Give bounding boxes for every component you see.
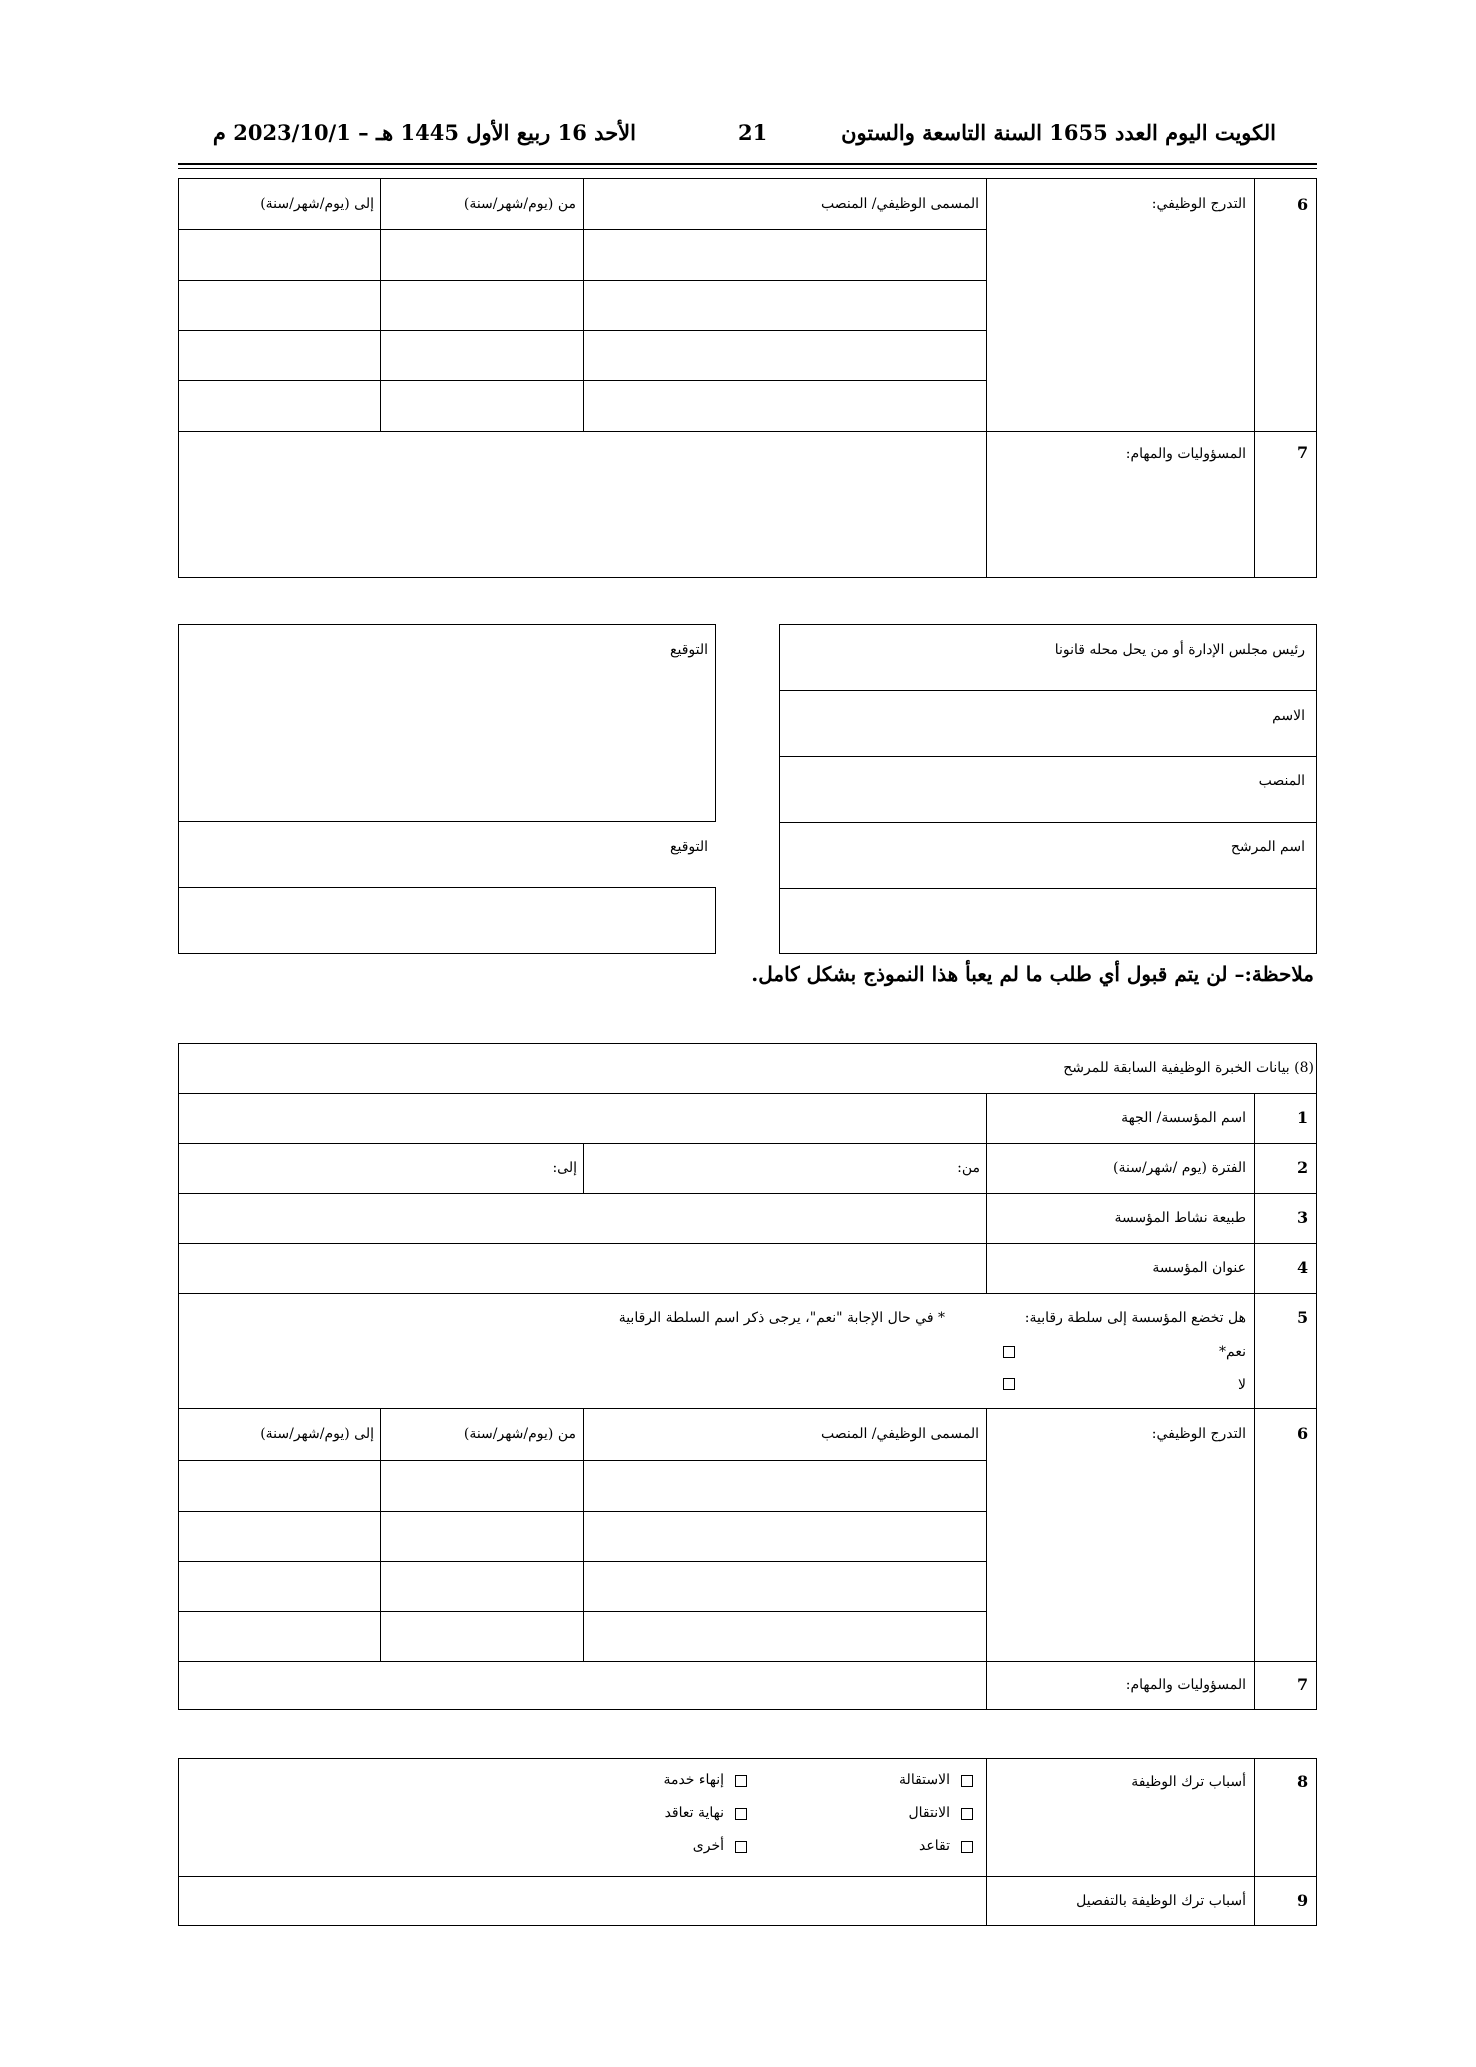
divider [178,1561,986,1562]
section-title: (8) بيانات الخبرة الوظيفية السابقة للمرشح [1063,1060,1314,1076]
responsibilities-label: المسؤوليات والمهام: [1125,446,1246,462]
divider [178,1661,1317,1662]
signature-label: التوقيع [670,839,708,855]
leaving-reasons-detail-label: أسباب ترك الوظيفة بالتفصيل [1076,1893,1246,1909]
period-label: الفترة (يوم /شهر/سنة) [1113,1160,1246,1176]
header-left: الأحد 16 ربيع الأول 1445 هـ – 2023/10/1 م [212,120,636,145]
divider [986,178,987,578]
row-number: 1 [1297,1108,1309,1127]
regulatory-question: هل تخضع المؤسسة إلى سلطة رقابية: [1024,1310,1246,1326]
divider [583,178,584,431]
divider [986,1758,987,1926]
column-header-title: المسمى الوظيفي/ المنصب [821,1426,979,1442]
divider [178,1093,1317,1094]
signature-box-1 [178,624,716,822]
divider [178,1143,1317,1144]
column-header-from: من (يوم/شهر/سنة) [463,1426,576,1442]
other-label: أخرى [692,1838,724,1854]
divider [178,431,1317,432]
divider [178,380,986,381]
divider [178,1293,1317,1294]
other-checkbox[interactable] [735,1841,747,1853]
divider [178,1511,986,1512]
row-number: 6 [1297,195,1309,214]
divider [779,822,1317,823]
period-from-label: من: [957,1160,980,1176]
signature-box-2 [178,821,716,888]
row-number: 2 [1297,1158,1309,1177]
career-progression-label: التدرج الوظيفي: [1151,196,1246,212]
activity-nature-label: طبيعة نشاط المؤسسة [1114,1210,1246,1226]
row-number: 4 [1297,1258,1309,1277]
divider [1254,1093,1255,1293]
divider [1254,178,1255,578]
divider [583,1408,584,1661]
candidate-name-label: اسم المرشح [1230,839,1305,855]
divider [1254,1293,1255,1408]
page-number: 21 [738,120,768,145]
signature-box-3 [178,887,716,954]
column-header-to: إلى (يوم/شهر/سنة) [260,1426,374,1442]
divider [178,1460,986,1461]
resignation-label: الاستقالة [899,1772,950,1788]
divider [779,690,1317,691]
signature-label: التوقيع [670,642,708,658]
termination-checkbox[interactable] [735,1775,747,1787]
divider [178,280,986,281]
divider [986,1408,987,1710]
divider [178,1193,1317,1194]
regulatory-note: * في حال الإجابة "نعم"، يرجى ذكر اسم السلطة الرقابية [618,1310,945,1326]
name-label: الاسم [1272,708,1305,724]
yes-checkbox[interactable] [1003,1346,1015,1358]
contract-end-checkbox[interactable] [735,1808,747,1820]
divider [380,1408,381,1661]
divider [178,229,986,230]
responsibilities-label: المسؤوليات والمهام: [1125,1677,1246,1693]
institution-name-label: اسم المؤسسة/ الجهة [1121,1110,1246,1126]
contract-end-label: نهاية تعاقد [664,1805,724,1821]
retirement-checkbox[interactable] [961,1841,973,1853]
row-number: 7 [1297,1675,1309,1694]
divider [986,1093,987,1293]
row-number: 8 [1297,1772,1309,1791]
divider [178,330,986,331]
divider [178,1611,986,1612]
transfer-checkbox[interactable] [961,1808,973,1820]
row-number: 9 [1297,1891,1309,1910]
period-to-label: إلى: [552,1160,577,1176]
column-header-to: إلى (يوم/شهر/سنة) [260,196,374,212]
divider [380,178,381,431]
divider [1254,1758,1255,1926]
no-checkbox[interactable] [1003,1378,1015,1390]
termination-label: إنهاء خدمة [663,1772,724,1788]
divider [583,1143,584,1193]
divider [779,756,1317,757]
column-header-from: من (يوم/شهر/سنة) [463,196,576,212]
column-header-title: المسمى الوظيفي/ المنصب [821,196,979,212]
row-number: 7 [1297,443,1309,462]
institution-address-label: عنوان المؤسسة [1152,1260,1246,1276]
divider [779,888,1317,889]
transfer-label: الانتقال [908,1805,950,1821]
header-rule [178,163,1317,165]
chairman-block [779,624,1317,954]
retirement-label: تقاعد [919,1838,950,1854]
header-right: الكويت اليوم العدد 1655 السنة التاسعة والستون [841,120,1276,145]
divider [178,1408,1317,1409]
top-table [178,178,1317,578]
divider [1254,1408,1255,1710]
position-label: المنصب [1258,773,1305,789]
row-number: 6 [1297,1424,1309,1443]
no-label: لا [1238,1377,1246,1393]
row-number: 3 [1297,1208,1309,1227]
resignation-checkbox[interactable] [961,1775,973,1787]
chairman-label: رئيس مجلس الإدارة أو من يحل محله قانونا [1054,642,1305,658]
career-progression-label: التدرج الوظيفي: [1151,1426,1246,1442]
row-number: 5 [1297,1308,1309,1327]
leaving-reasons-label: أسباب ترك الوظيفة [1131,1774,1246,1790]
yes-label: نعم* [1219,1344,1246,1360]
divider [178,1243,1317,1244]
header-rule-thin [178,168,1317,169]
divider [178,1876,1317,1877]
form-note: ملاحظة:– لن يتم قبول أي طلب ما لم يعبأ هذا النموذج بشكل كامل. [751,962,1314,986]
